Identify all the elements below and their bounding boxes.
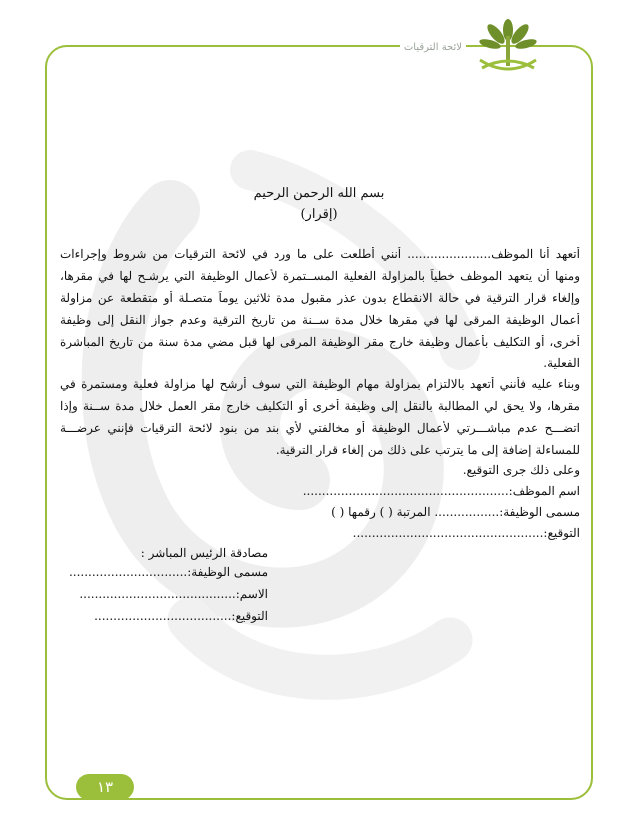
signature-field: التوقيع:.................................................. bbox=[352, 526, 580, 540]
header-label: لائحة الترقيات bbox=[400, 42, 466, 53]
body-line: أتعهد أنا الموظف...................... أنني أطلعت على ما ورد في لائحة الترقيات من شروط وإجراءات bbox=[60, 247, 580, 261]
body-line: وعلى ذلك جرى التوقيع. bbox=[462, 463, 580, 477]
body-line: مقرها، ولا يحق لي المطالبة بالنقل إلى وظيفة أخرى أو التكليف خارج مقر العمل خلال مدة ســنة وإذا bbox=[60, 399, 580, 413]
employee-name-field: اسم الموظف:...................................................... bbox=[302, 484, 580, 498]
body-line: للمساءلة إضافة إلى ما يترتب على ذلك من إلغاء قرار الترقية. bbox=[275, 443, 580, 457]
body-line: ومنها أن يتعهد الموظف خطياً بالمزاولة الفعلية المســتمرة لأعمال الوظيفة التي يرشـح لها في مقرها، bbox=[60, 269, 580, 283]
supervisor-signature-field: التوقيع:.................................... bbox=[94, 609, 268, 623]
body-line: أعمال الوظيفة المرقى لها في مقرها خلال مدة ســنة من تاريخ الترقية وعدم جواز النقل إلى وظيفة bbox=[60, 313, 580, 327]
page-number-badge: ١٣ bbox=[76, 774, 134, 800]
body-line: أخرى، أو التكليف بأعمال وظيفة خارج مقر الوظيفة المرقى لها قبل مضي مدة سنة من تاريخ المباشرة bbox=[60, 335, 580, 349]
palm-swords-logo-icon bbox=[468, 18, 548, 80]
declaration-title: (إقرار) bbox=[300, 207, 338, 222]
supervisor-job-title-field: مسمى الوظيفة:............................... bbox=[68, 565, 268, 579]
basmala-heading: بسم الله الرحمن الرحيم bbox=[253, 186, 385, 201]
body-line: الفعلية. bbox=[543, 356, 580, 370]
body-line: اتضـــح عدم مباشـــرتي لأعمال الوظيفة أو مخالفتي لأي بند من بنود لائحة الترقيات فإنني عرضـــة bbox=[60, 421, 580, 435]
job-title-field: مسمى الوظيفة:................. المرتبة ( ) رقمها ( ) bbox=[331, 505, 580, 519]
supervisor-name-field: الاسم:......................................... bbox=[79, 587, 268, 601]
body-line: وإلغاء قرار الترقية في حالة الانقطاع بدون عذر مقبول مدة ثلاثين يوماً متصـلة أو متقطعة عن مزاولة bbox=[60, 291, 580, 305]
body-line: وبناء عليه فأنني أتعهد بالالتزام بمزاولة مهام الوظيفة التي سوف أرشح لها مزاولة فعلية ومستمرة في bbox=[60, 377, 580, 391]
supervisor-heading: مصادقة الرئيس المباشر : bbox=[140, 546, 268, 560]
